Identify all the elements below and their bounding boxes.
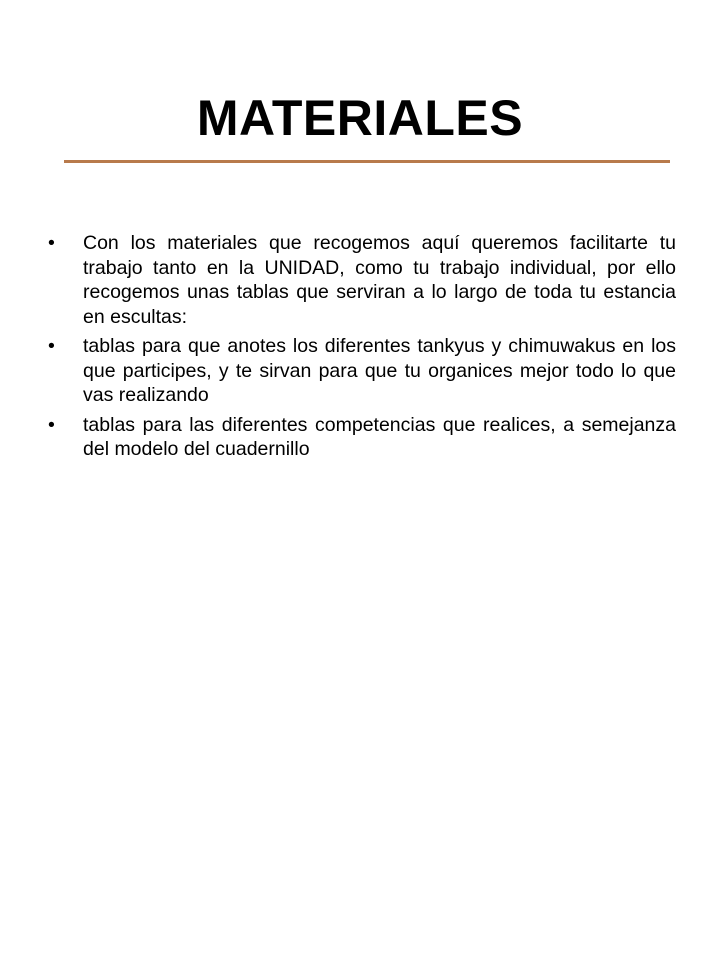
slide-title: MATERIALES: [196, 90, 524, 146]
bullet-icon: •: [48, 413, 55, 436]
bullet-list: [44, 231, 676, 467]
title-underline: [64, 160, 670, 163]
bullet-text: tablas para que anotes los diferentes tankyus y chimuwakus en los que participes, y te sirvan para que tu organices mejor todo lo que vas realizando: [83, 335, 676, 406]
bullet-text: Con los materiales que recogemos aquí queremos facilitarte tu trabajo tanto en la UNIDAD, como tu trabajo individual, por ello recogemos unas tablas que serviran a lo largo de toda tu estancia en escultas:: [83, 232, 676, 328]
bullet-text: tablas para las diferentes competencias que realices, a semejanza del modelo del cuadernillo: [83, 413, 676, 460]
bullet-item: [44, 413, 676, 462]
bullet-item: [44, 231, 676, 329]
bullet-icon: •: [48, 335, 55, 357]
bullet-icon: •: [48, 232, 55, 254]
bullet-item: [44, 334, 676, 408]
